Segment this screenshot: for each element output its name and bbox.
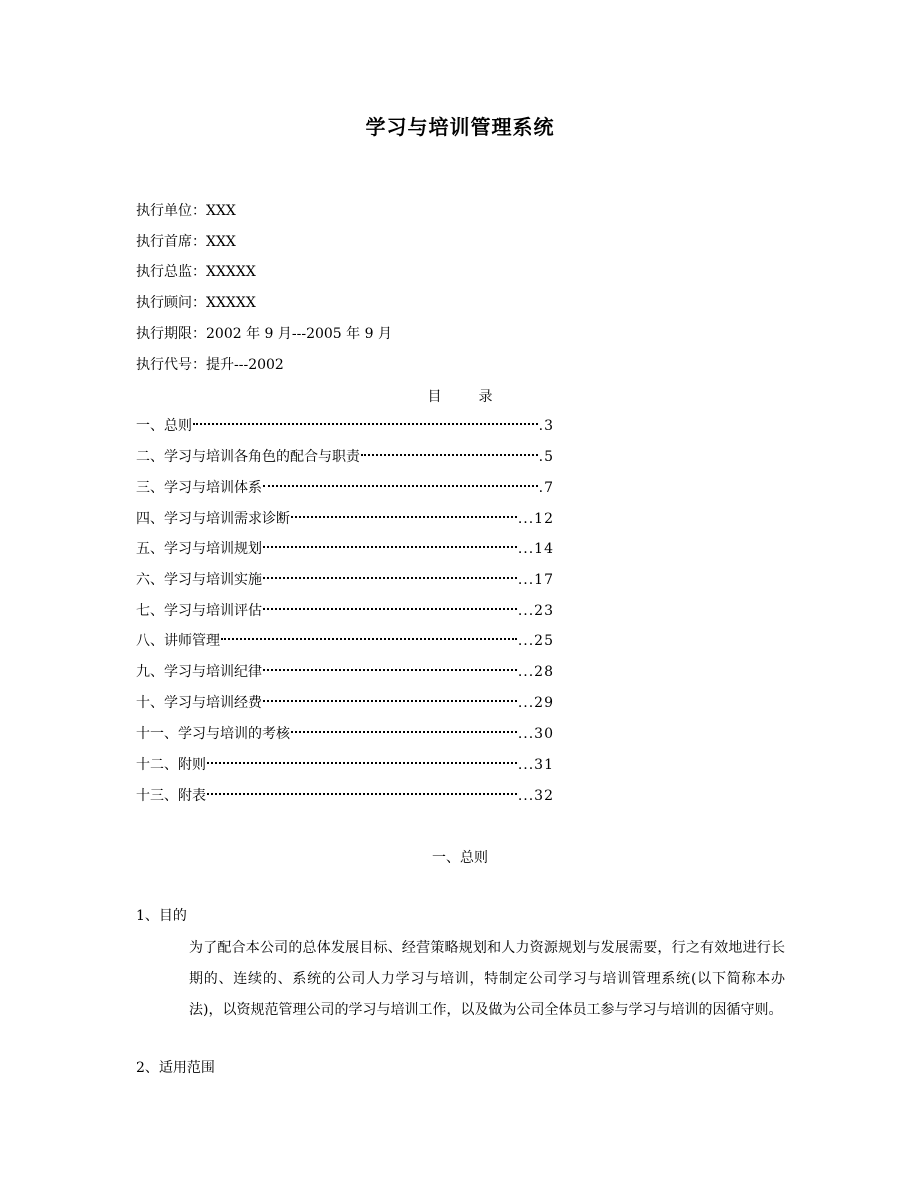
toc-entry-page: .7: [538, 480, 554, 496]
toc-leader-dots: [291, 731, 517, 733]
toc-leader-dots: [263, 546, 517, 548]
toc-entry[interactable]: [136, 570, 554, 590]
toc-entry[interactable]: [136, 539, 554, 559]
toc-entry[interactable]: [136, 478, 554, 498]
meta-code: 执行代号：提升---2002: [136, 357, 284, 373]
toc-entry[interactable]: [136, 786, 554, 806]
toc-entry[interactable]: [136, 631, 554, 651]
toc-entry[interactable]: [136, 755, 554, 775]
toc-heading: [0, 386, 920, 406]
toc-entry-page: .3: [538, 418, 554, 434]
toc-entry[interactable]: [136, 416, 554, 436]
toc-entry-label: 七、学习与培训评估: [136, 603, 262, 619]
toc-heading-right: 录: [478, 389, 493, 405]
meta-director: 执行总监：XXXXX: [136, 264, 256, 280]
meta-chief: 执行首席：XXX: [136, 234, 236, 250]
toc-entry-label: 一、总则: [136, 418, 192, 434]
toc-entry-label: 十三、附表: [136, 788, 206, 804]
toc-entry-page: ...25: [517, 633, 554, 649]
toc-leader-dots: [221, 638, 517, 640]
toc-entry[interactable]: [136, 693, 554, 713]
toc-entry-page: .5: [538, 449, 554, 465]
purpose-heading: 1、目的: [136, 908, 187, 924]
meta-period: 执行期限：2002 年 9 月---2005 年 9 月: [136, 326, 392, 342]
toc-entry-page: ...28: [517, 664, 554, 680]
toc-entry-label: 十二、附则: [136, 757, 206, 773]
meta-advisor: 执行顾问：XXXXX: [136, 295, 256, 311]
toc-entry[interactable]: [136, 447, 554, 467]
toc-entry[interactable]: [136, 509, 554, 529]
toc-entry-label: 八、讲师管理: [136, 633, 220, 649]
toc-leader-dots: [361, 454, 538, 456]
toc-entry-page: ...29: [517, 695, 554, 711]
toc-leader-dots: [263, 669, 517, 671]
toc-entry-page: ...32: [517, 788, 554, 804]
toc-entry-page: ...12: [517, 511, 554, 527]
toc-entry[interactable]: [136, 662, 554, 682]
toc-entry-label: 三、学习与培训体系: [136, 480, 262, 496]
toc-entry[interactable]: [136, 601, 554, 621]
section-heading: 一、总则: [432, 850, 488, 866]
toc-leader-dots: [207, 762, 517, 764]
toc-entry-page: ...14: [517, 541, 554, 557]
toc-entry-page: ...30: [517, 726, 554, 742]
toc-entry-label: 六、学习与培训实施: [136, 572, 262, 588]
toc-entry-label: 二、学习与培训各角色的配合与职责: [136, 449, 360, 465]
toc-leader-dots: [263, 700, 517, 702]
toc-entry-label: 十一、学习与培训的考核: [136, 726, 290, 742]
toc-entry[interactable]: [136, 724, 554, 744]
toc-entry-page: ...31: [517, 757, 554, 773]
scope-heading: 2、适用范围: [136, 1060, 215, 1076]
toc-heading-left: 目: [427, 389, 442, 405]
document-title: 学习与培训管理系统: [365, 115, 555, 139]
toc-leader-dots: [207, 793, 517, 795]
toc-leader-dots: [193, 423, 538, 425]
toc-entry-page: ...23: [517, 603, 554, 619]
toc-entry-label: 五、学习与培训规划: [136, 541, 262, 557]
toc-entry-page: ...17: [517, 572, 554, 588]
toc-leader-dots: [263, 577, 517, 579]
toc-leader-dots: [263, 485, 538, 487]
purpose-paragraph: 为了配合本公司的总体发展目标、经营策略规划和人力资源规划与发展需要，行之有效地进行长期的、连续的、系统的公司人力学习与培训，特制定公司学习与培训管理系统(以下简称本办法)，以资规范管理公司的学习与培训工作，以及做为公司全体员工参与学习与培训的因循守则。: [189, 940, 785, 1018]
meta-unit: 执行单位：XXX: [136, 203, 236, 219]
toc-leader-dots: [291, 516, 517, 518]
toc-entry-label: 四、学习与培训需求诊断: [136, 511, 290, 527]
toc-entry-label: 九、学习与培训纪律: [136, 664, 262, 680]
toc-leader-dots: [263, 608, 517, 610]
toc-entry-label: 十、学习与培训经费: [136, 695, 262, 711]
